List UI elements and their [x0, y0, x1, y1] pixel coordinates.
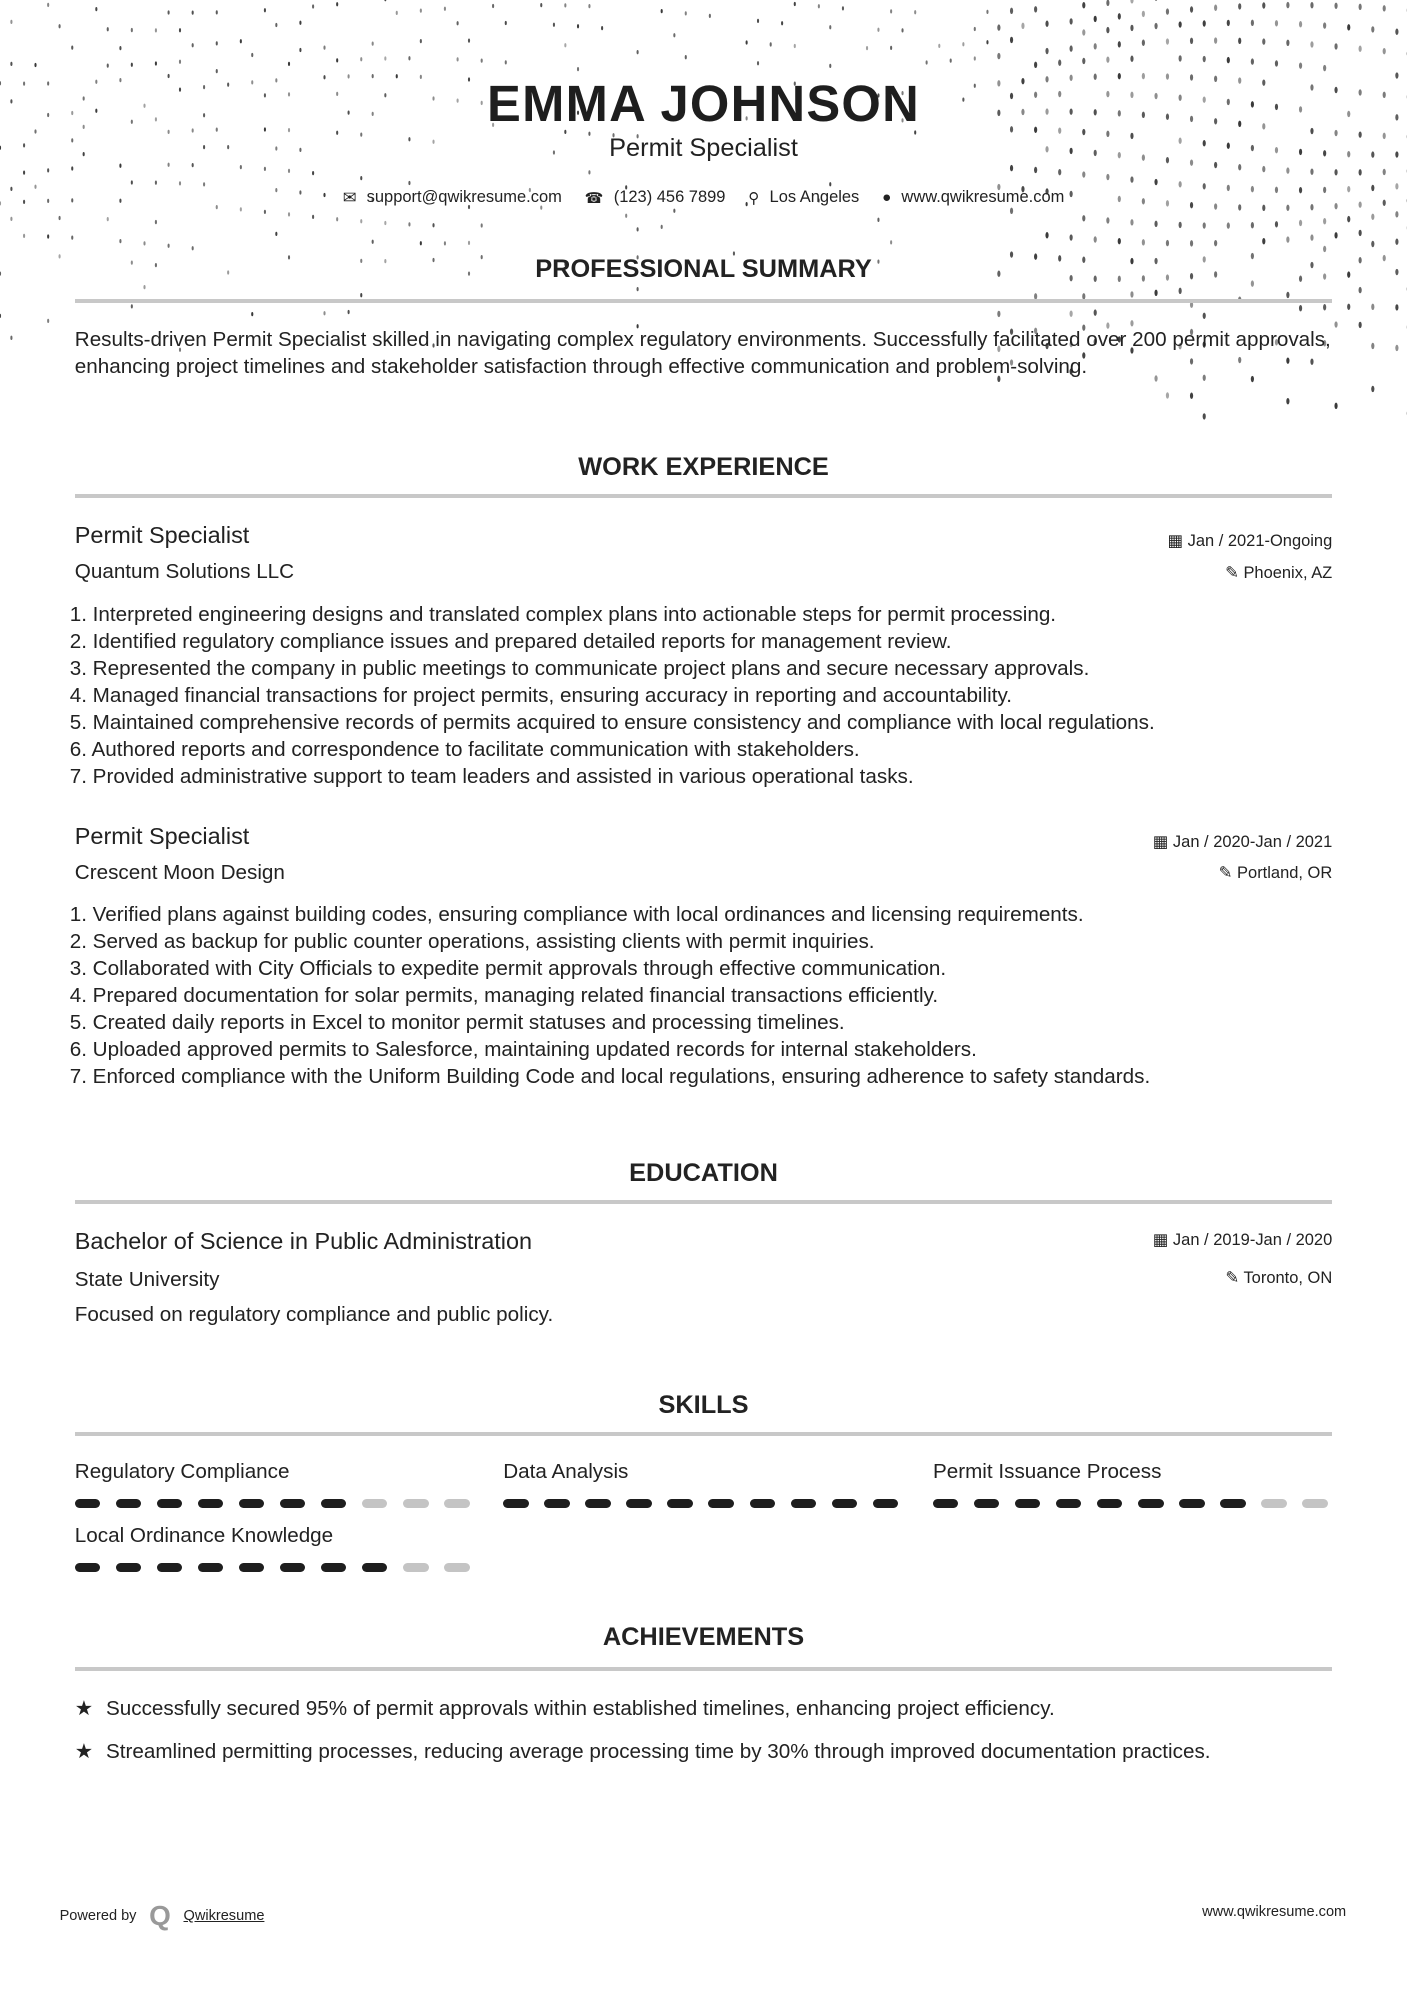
job-bullet: 4. Managed financial transactions for project permits, ensuring accuracy in reporting and accountability.	[69, 683, 1012, 707]
email-link[interactable]: support@qwikresume.com	[366, 188, 562, 207]
job-bullet: 2. Identified regulatory compliance issues and prepared detailed reports for management review.	[69, 629, 952, 653]
achievement-item: ★ Streamlined permitting processes, reducing average processing time by 30% through improved documentation practices.	[74, 1739, 1211, 1763]
calendar-icon: ▦	[1167, 532, 1188, 551]
section-heading-achievements: ACHIEVEMENTS	[602, 1622, 805, 1651]
job-title: Permit Specialist	[74, 522, 250, 549]
calendar-icon: ▦	[1152, 1230, 1173, 1249]
map-pin-icon: ⚲	[748, 189, 760, 207]
job-bullet: 1. Verified plans against building codes, ensuring compliance with local ordinances and licensing requirements.	[69, 903, 1084, 927]
section-heading-summary: PROFESSIONAL SUMMARY	[535, 254, 872, 283]
skill-level-segment	[1220, 1499, 1245, 1508]
job-bullet: 3. Collaborated with City Officials to expedite permit approvals through effective communication.	[69, 957, 947, 981]
skill-level-segment	[444, 1563, 469, 1572]
calendar-icon: ▦	[1152, 832, 1173, 851]
skill-level-segment	[1302, 1499, 1327, 1508]
globe-icon: ●	[882, 189, 892, 207]
skill-name: Permit Issuance Process	[932, 1460, 1162, 1484]
skill-level-segment	[626, 1499, 651, 1508]
star-icon: ★	[74, 1739, 94, 1763]
footer-branding	[60, 1900, 265, 1932]
education-date: ▦ Jan / 2019-Jan / 2020	[1152, 1230, 1333, 1249]
skill-level-segment	[75, 1563, 100, 1572]
skill-level-segment	[873, 1499, 898, 1508]
job-location: ✎ Portland, OR	[1218, 864, 1333, 883]
skill-level-segment	[362, 1563, 387, 1572]
education-school: State University	[74, 1267, 220, 1291]
skill-level-segment	[444, 1499, 469, 1508]
skill-level-segment	[362, 1499, 387, 1508]
envelope-icon: ✉	[342, 188, 357, 207]
skill-level-segment	[239, 1563, 264, 1572]
skill-level-segment	[239, 1499, 264, 1508]
pin-icon: ✎	[1225, 1268, 1244, 1287]
skill-level-segment	[1056, 1499, 1081, 1508]
job-bullet: 1. Interpreted engineering designs and translated complex plans into actionable steps for permit processing.	[69, 602, 1057, 626]
skill-level-segment	[280, 1563, 305, 1572]
section-divider	[75, 1432, 1332, 1436]
skill-item	[75, 1460, 474, 1508]
skill-level-segment	[1138, 1499, 1163, 1508]
skill-level-segment	[116, 1563, 141, 1572]
qwikresume-logo-icon: Q	[149, 1900, 171, 1932]
skill-item	[503, 1460, 902, 1508]
skill-level-segment	[403, 1563, 428, 1572]
job-bullet: 5. Maintained comprehensive records of permits acquired to ensure consistency and compliance with local regulations.	[69, 710, 1155, 734]
skill-level-segment	[1261, 1499, 1286, 1508]
skill-level-segment	[403, 1499, 428, 1508]
footer-website[interactable]: www.qwikresume.com	[1202, 1903, 1347, 1920]
skill-name: Data Analysis	[503, 1460, 629, 1484]
skill-level-segment	[1097, 1499, 1122, 1508]
job-date: ▦ Jan / 2021-Ongoing	[1167, 532, 1333, 551]
section-divider	[75, 1667, 1332, 1671]
summary-text: Results-driven Permit Specialist skilled in navigating complex regulatory environments. Successfully facilitated over 200 permit approvals, enhancing project timelines and stakeholder satisfaction through effective communication and problem-solving.	[74, 327, 1331, 378]
job-title: Permit Specialist	[74, 822, 250, 849]
phone-text: (123) 456 7899	[613, 188, 726, 207]
pin-icon: ✎	[1218, 864, 1238, 883]
section-divider	[75, 1200, 1332, 1204]
skill-level-segment	[667, 1499, 692, 1508]
candidate-title: Permit Specialist	[609, 134, 798, 163]
star-icon: ★	[74, 1696, 94, 1720]
skill-level-segment	[544, 1499, 569, 1508]
skill-level-segment	[116, 1499, 141, 1508]
candidate-name: EMMA JOHNSON	[487, 74, 920, 132]
skill-level-bar	[75, 1499, 474, 1508]
job-company: Crescent Moon Design	[74, 860, 285, 884]
job-bullet: 7. Provided administrative support to team leaders and assisted in various operational tasks.	[69, 764, 914, 788]
education-description: Focused on regulatory compliance and public policy.	[74, 1303, 554, 1327]
job-bullet: 4. Prepared documentation for solar permits, managing related financial transactions efficiently.	[69, 984, 939, 1008]
skill-level-bar	[75, 1563, 474, 1572]
location-text: Los Angeles	[769, 188, 860, 207]
pin-icon: ✎	[1225, 563, 1244, 582]
skill-level-segment	[1179, 1499, 1204, 1508]
education-degree: Bachelor of Science in Public Administration	[74, 1228, 533, 1255]
job-date: ▦ Jan / 2020-Jan / 2021	[1152, 832, 1333, 851]
job-location: ✎ Phoenix, AZ	[1225, 563, 1333, 582]
achievement-item: ★ Successfully secured 95% of permit approvals within established timelines, enhancing project efficiency.	[74, 1696, 1055, 1720]
job-bullet: 7. Enforced compliance with the Uniform Building Code and local regulations, ensuring adherence to safety standards.	[69, 1065, 1151, 1089]
skill-item	[75, 1524, 474, 1572]
qwikresume-link[interactable]: Qwikresume	[183, 1908, 265, 1925]
skill-level-segment	[974, 1499, 999, 1508]
education-location: ✎ Toronto, ON	[1225, 1268, 1333, 1287]
section-heading-skills: SKILLS	[658, 1390, 749, 1419]
skill-name: Regulatory Compliance	[74, 1460, 290, 1484]
skill-level-segment	[933, 1499, 958, 1508]
skill-level-segment	[750, 1499, 775, 1508]
website-link[interactable]: www.qwikresume.com	[901, 188, 1065, 207]
job-bullet: 2. Served as backup for public counter operations, assisting clients with permit inquiries.	[69, 930, 875, 954]
section-divider	[75, 299, 1332, 303]
section-divider	[75, 494, 1332, 498]
job-bullets	[70, 901, 1338, 1090]
job-bullet: 5. Created daily reports in Excel to monitor permit statuses and processing timelines.	[69, 1011, 845, 1035]
job-bullet: 6. Authored reports and correspondence to facilitate communication with stakeholders.	[69, 737, 860, 761]
skill-level-bar	[503, 1499, 902, 1508]
job-company: Quantum Solutions LLC	[74, 560, 295, 584]
skill-level-segment	[503, 1499, 528, 1508]
skill-level-segment	[75, 1499, 100, 1508]
job-bullets	[70, 601, 1338, 790]
contact-bar	[0, 188, 1407, 208]
skill-level-segment	[157, 1499, 182, 1508]
skill-level-segment	[280, 1499, 305, 1508]
job-bullet: 6. Uploaded approved permits to Salesforce, maintaining updated records for internal stakeholders.	[69, 1038, 977, 1062]
skill-level-bar	[933, 1499, 1332, 1508]
skill-level-segment	[198, 1499, 223, 1508]
dotted-wave-background	[0, 0, 1407, 456]
skill-level-segment	[1015, 1499, 1040, 1508]
skill-level-segment	[321, 1563, 346, 1572]
skill-level-segment	[832, 1499, 857, 1508]
skill-level-segment	[157, 1563, 182, 1572]
phone-icon: ☎	[584, 189, 604, 207]
skill-level-segment	[321, 1499, 346, 1508]
job-bullet: 3. Represented the company in public meetings to communicate project plans and secure necessary approvals.	[69, 656, 1090, 680]
section-heading-experience: WORK EXPERIENCE	[578, 452, 829, 481]
skill-level-segment	[708, 1499, 733, 1508]
skill-level-segment	[198, 1563, 223, 1572]
powered-by-label: Powered by	[59, 1908, 137, 1925]
skill-level-segment	[585, 1499, 610, 1508]
skill-level-segment	[791, 1499, 816, 1508]
skill-item	[933, 1460, 1332, 1508]
skill-name: Local Ordinance Knowledge	[74, 1523, 334, 1547]
section-heading-education: EDUCATION	[629, 1158, 778, 1187]
